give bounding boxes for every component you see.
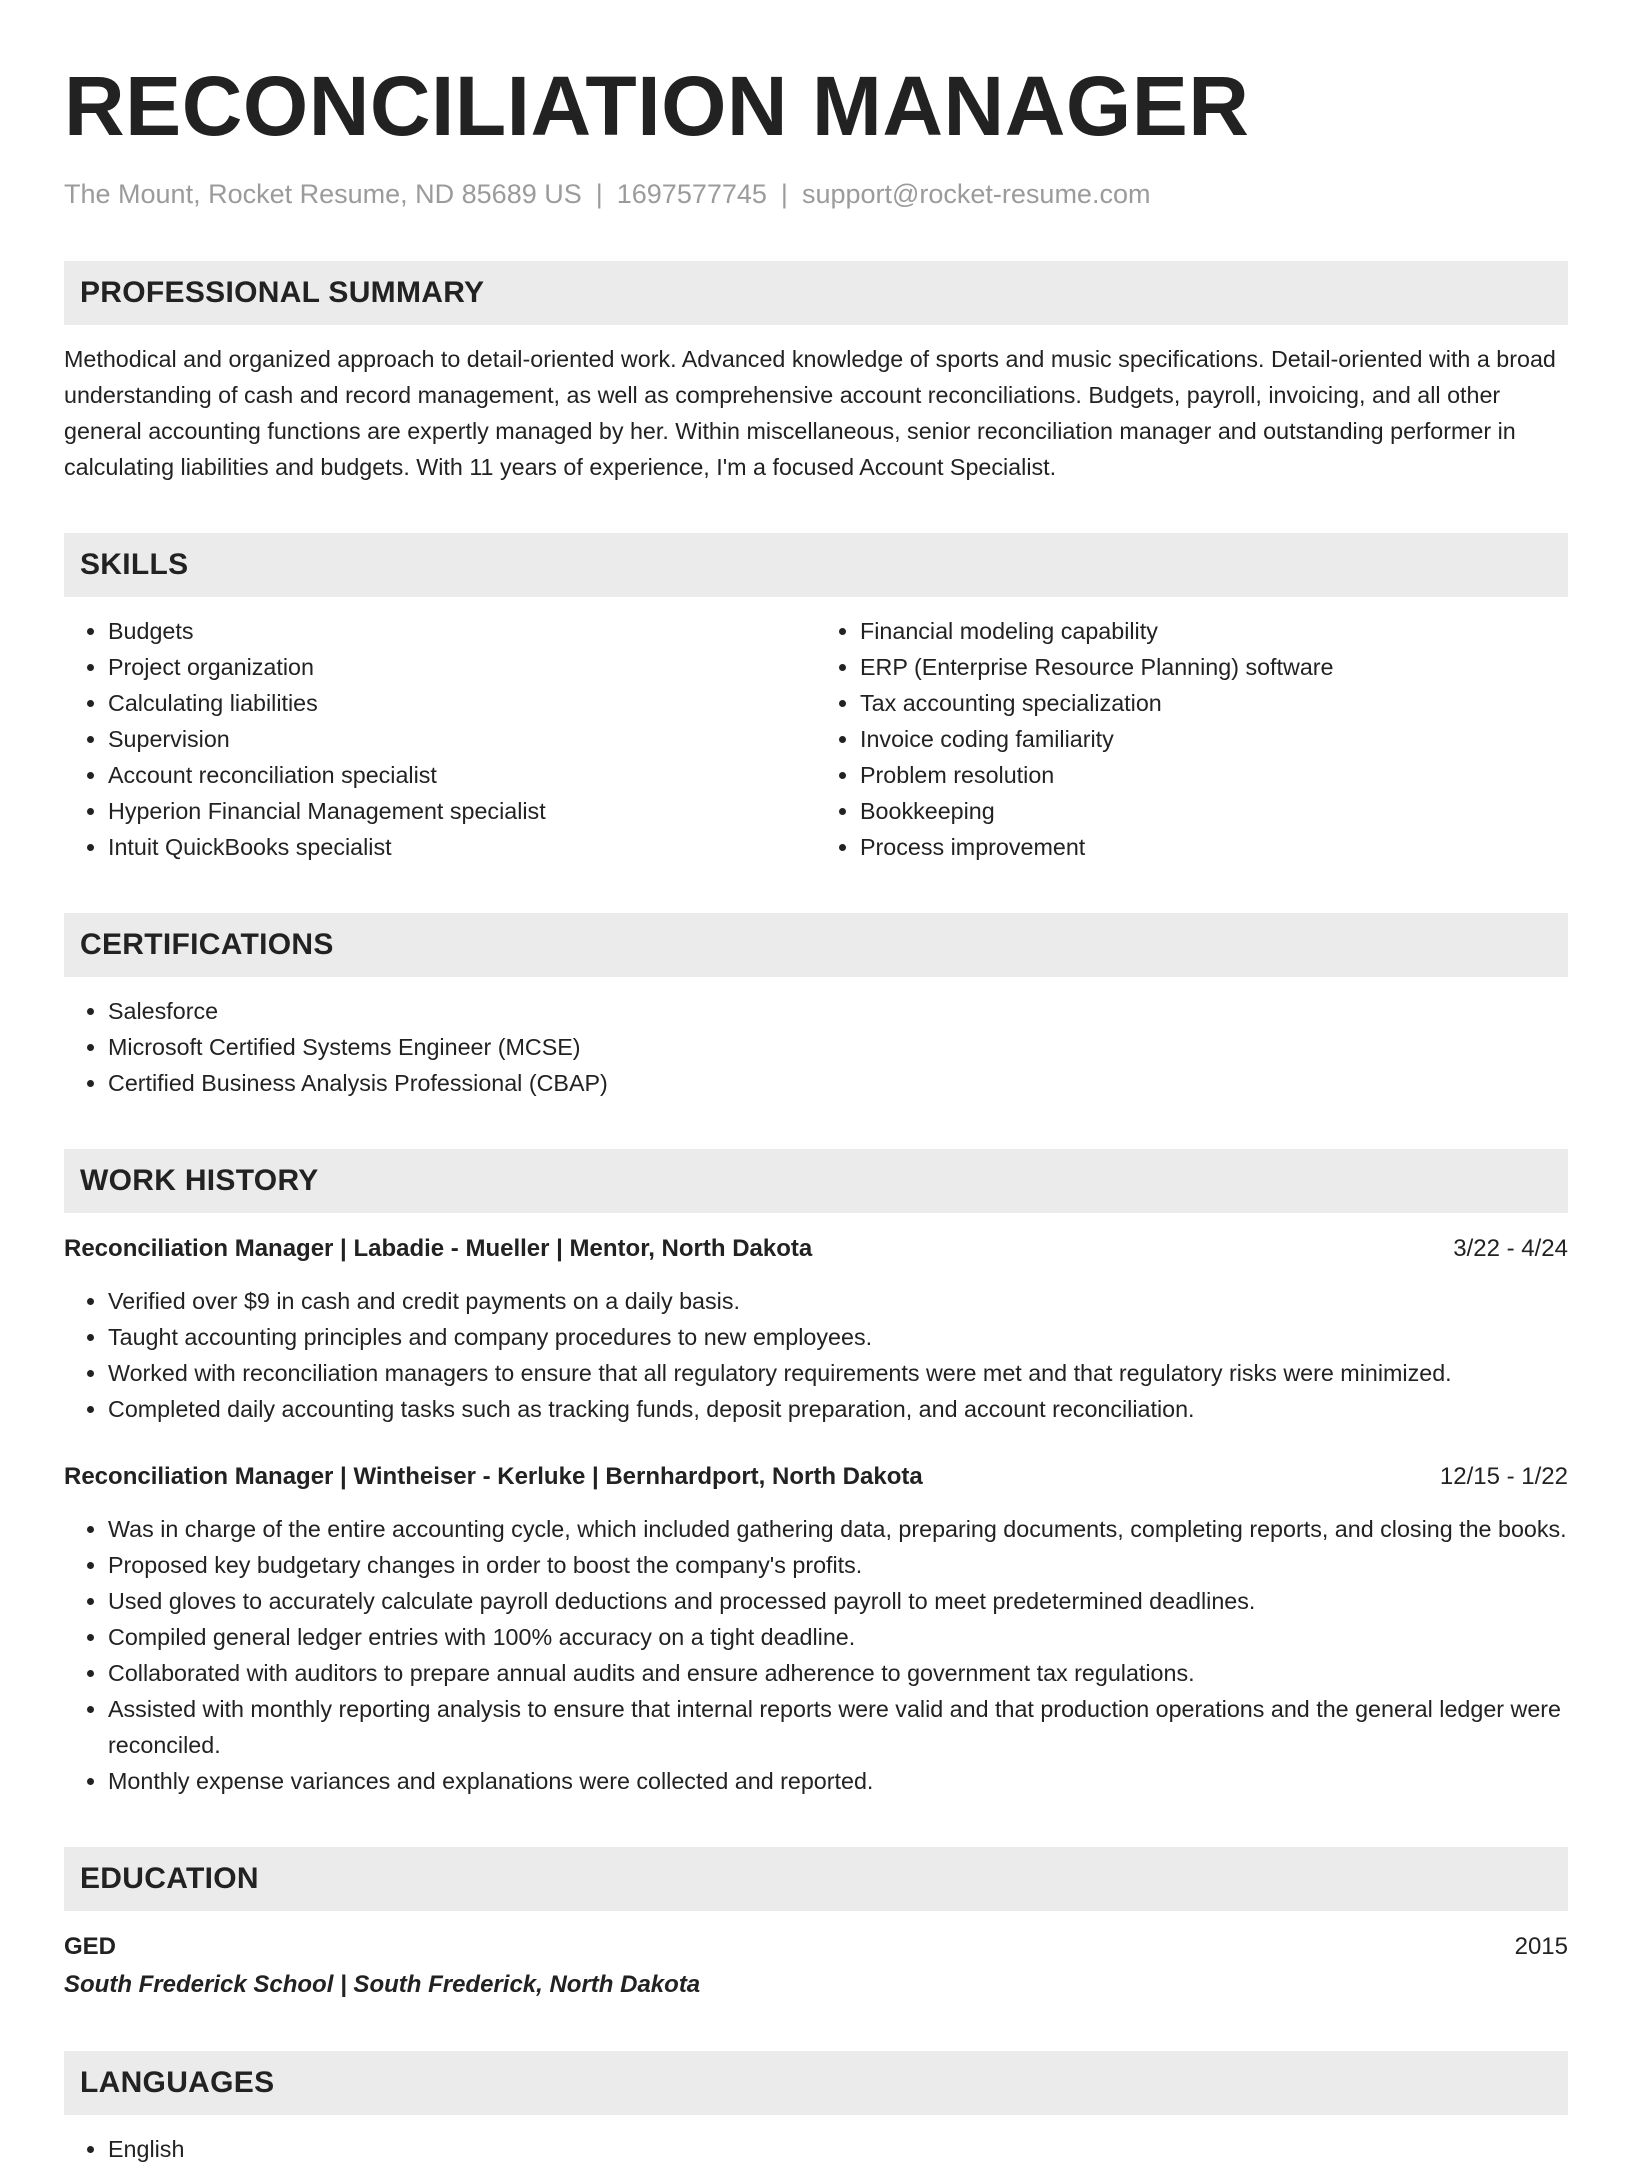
skill-item: • Budgets: [108, 613, 816, 649]
education-year: 2015: [1514, 1933, 1568, 1960]
education-header: [64, 1929, 1568, 1965]
job-bullet: • Collaborated with auditors to prepare annual audits and ensure adherence to government tax regulations.: [108, 1655, 1568, 1691]
job-bullet: • Was in charge of the entire accounting cycle, which included gathering data, preparing documents, completing reports, and closing the books.: [108, 1511, 1568, 1547]
education-degree: GED: [64, 1933, 117, 1960]
skill-item: • Supervision: [108, 721, 816, 757]
skill-item: • ERP (Enterprise Resource Planning) software: [860, 649, 1568, 685]
job-bullet: • Assisted with monthly reporting analysis to ensure that internal reports were valid and that production operations and the general ledger were reconciled.: [108, 1691, 1568, 1763]
job-bullet: • Monthly expense variances and explanations were collected and reported.: [108, 1763, 1568, 1799]
resume-name: RECONCILIATION MANAGER: [64, 59, 1250, 153]
skill-item: • Account reconciliation specialist: [108, 757, 816, 793]
skill-item: • Intuit QuickBooks specialist: [108, 829, 816, 865]
certification-item: • Salesforce: [108, 993, 1568, 1029]
job-bullet: • Worked with reconciliation managers to ensure that all regulatory requirements were met and that regulatory risks were minimized.: [108, 1355, 1568, 1391]
contact-email: support@rocket-resume.com: [801, 179, 1151, 209]
contact-phone: 1697577745: [616, 179, 767, 209]
job-dates: 3/22 - 4/24: [1453, 1235, 1568, 1262]
skill-item: • Problem resolution: [860, 757, 1568, 793]
job-bullet: • Used gloves to accurately calculate payroll deductions and processed payroll to meet predetermined deadlines.: [108, 1583, 1568, 1619]
job-bullet: • Completed daily accounting tasks such as tracking funds, deposit preparation, and account reconciliation.: [108, 1391, 1568, 1427]
section-heading-summary: PROFESSIONAL SUMMARY: [64, 261, 1568, 325]
section-heading-languages: LANGUAGES: [64, 2051, 1568, 2115]
job-bullet: • Taught accounting principles and company procedures to new employees.: [108, 1319, 1568, 1355]
section-heading-education: EDUCATION: [64, 1847, 1568, 1911]
skills-list-left: [64, 613, 816, 865]
job-title: Reconciliation Manager | Labadie - Mueller | Mentor, North Dakota: [64, 1235, 813, 1262]
job-bullet: • Verified over $9 in cash and credit payments on a daily basis.: [108, 1283, 1568, 1319]
certification-item: • Certified Business Analysis Professional (CBAP): [108, 1065, 1568, 1101]
contact-address: The Mount, Rocket Resume, ND 85689 US: [64, 179, 582, 209]
contact-line: [64, 176, 1568, 212]
section-heading-certifications: CERTIFICATIONS: [64, 913, 1568, 977]
skill-item: • Invoice coding familiarity: [860, 721, 1568, 757]
skills-grid: [64, 597, 1568, 865]
language-item: • English: [108, 2131, 1568, 2167]
certification-item: • Microsoft Certified Systems Engineer (MCSE): [108, 1029, 1568, 1065]
education-school: South Frederick School | South Frederick, North Dakota: [64, 1971, 701, 1998]
job-header: [64, 1231, 1568, 1267]
job-dates: 12/15 - 1/22: [1439, 1463, 1568, 1490]
job-bullet: • Compiled general ledger entries with 100% accuracy on a tight deadline.: [108, 1619, 1568, 1655]
certifications-list: [64, 993, 1568, 1101]
skill-item: • Project organization: [108, 649, 816, 685]
skill-item: • Calculating liabilities: [108, 685, 816, 721]
job-bullet: • Proposed key budgetary changes in order to boost the company's profits.: [108, 1547, 1568, 1583]
languages-list: [64, 2131, 1568, 2167]
skill-item: • Financial modeling capability: [860, 613, 1568, 649]
job-bullets: [64, 1283, 1568, 1427]
skills-list-right: [816, 613, 1568, 865]
skill-item: • Bookkeeping: [860, 793, 1568, 829]
skill-item: • Hyperion Financial Management specialist: [108, 793, 816, 829]
contact-separator: |: [595, 179, 603, 209]
summary-text: Methodical and organized approach to detail-oriented work. Advanced knowledge of sports and music specifications. Detail-oriented with a broad understanding of cash and record management, as well as comprehensive account reconciliations. Budgets, payroll, invoicing, and all other general accounting functions are expertly managed by her. Within miscellaneous, senior reconciliation manager and outstanding performer in calculating liabilities and budgets. With 11 years of experience, I'm a focused Account Specialist.: [64, 346, 1556, 480]
job-bullets: [64, 1511, 1568, 1799]
section-heading-work-history: WORK HISTORY: [64, 1149, 1568, 1213]
job-title: Reconciliation Manager | Wintheiser - Kerluke | Bernhardport, North Dakota: [64, 1463, 923, 1490]
skill-item: • Tax accounting specialization: [860, 685, 1568, 721]
skill-item: • Process improvement: [860, 829, 1568, 865]
job-header: [64, 1459, 1568, 1495]
contact-separator: |: [780, 179, 788, 209]
section-heading-skills: SKILLS: [64, 533, 1568, 597]
